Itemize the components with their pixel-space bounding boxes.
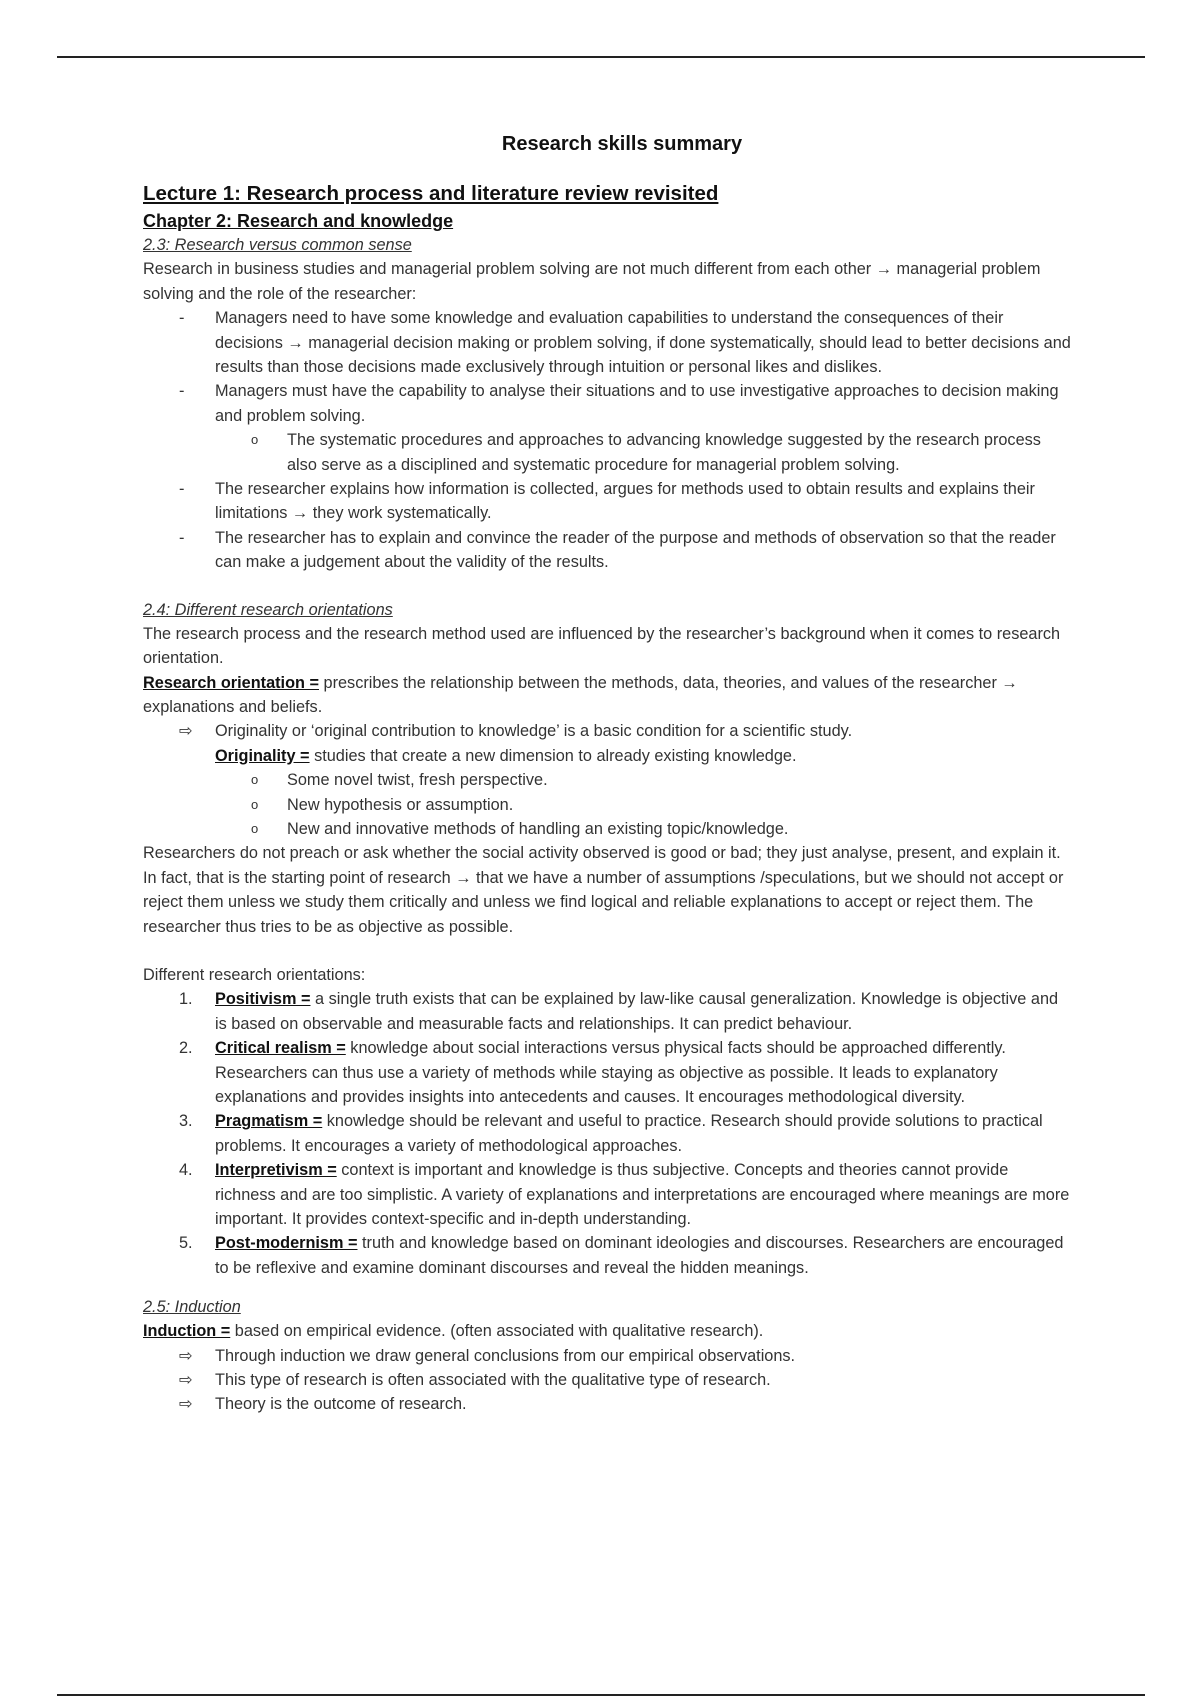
dash-bullet: - bbox=[179, 528, 185, 547]
definition-text: prescribes the relationship between the methods, data, theories, and values of the researcher → explanations and beliefs. bbox=[143, 673, 1018, 716]
definition-term: Critical realism = bbox=[215, 1039, 346, 1058]
definition-text: studies that create a new dimension to already existing knowledge. bbox=[309, 746, 797, 765]
circle-bullet: o bbox=[251, 796, 259, 812]
list-number: 1. bbox=[179, 990, 193, 1009]
spacer bbox=[143, 575, 1073, 599]
list-item-text: The researcher has to explain and convince the reader of the purpose and methods of observation so that the reader can make a judgement about the validity of the results. bbox=[215, 528, 1056, 572]
section-heading-2-4: 2.4: Different research orientations bbox=[143, 600, 393, 619]
definition-text: truth and knowledge based on dominant ideologies and discourses. Researchers are encouraged to be reflexive and examine dominant discourses and reveal the hidden meanings. bbox=[215, 1234, 1064, 1277]
definition-text: based on empirical evidence. (often associated with qualitative research). bbox=[230, 1322, 764, 1341]
arrow-list-item bbox=[143, 1368, 1073, 1392]
lecture-heading: Lecture 1: Research process and literature review revisited bbox=[143, 182, 719, 206]
list-number: 4. bbox=[179, 1161, 193, 1180]
section-2-4-intro: The research process and the research method used are influenced by the researcher’s background when it comes to research orientation. bbox=[143, 624, 1061, 668]
spacer bbox=[143, 1280, 1073, 1296]
sub-list-item-text: New and innovative methods of handling an existing topic/knowledge. bbox=[287, 819, 789, 838]
arrow-icon: ⇨ bbox=[179, 722, 193, 741]
dash-bullet: - bbox=[179, 382, 185, 401]
definition-term: Originality = bbox=[215, 746, 310, 765]
list-item bbox=[143, 477, 1073, 526]
definition-text: knowledge about social interactions versus physical facts should be approached differently. Researchers can thus use a variety of methods while staying as objective as possible. It leads to explanatory explanations and provides insights into antecedents and causes. It encourages methodological diversity. bbox=[215, 1039, 1006, 1106]
numbered-list-item bbox=[143, 987, 1073, 1036]
list-item bbox=[143, 306, 1073, 379]
section-heading-2-5: 2.5: Induction bbox=[143, 1298, 241, 1317]
list-item-text: The researcher explains how information is collected, argues for methods used to obtain results and explains their limitations → they work systematically. bbox=[215, 480, 1035, 523]
definition-term: Post-modernism = bbox=[215, 1234, 358, 1253]
sub-list-item bbox=[143, 768, 1073, 792]
header-rule bbox=[57, 56, 1145, 58]
definition-term: Pragmatism = bbox=[215, 1112, 323, 1131]
numbered-list-item bbox=[143, 1231, 1073, 1280]
footer-rule bbox=[57, 1694, 1145, 1696]
sub-list-item-text: The systematic procedures and approaches to advancing knowledge suggested by the research process also serve as a disciplined and systematic procedure for managerial problem solving. bbox=[287, 431, 1041, 474]
arrow-icon: ⇨ bbox=[179, 1371, 193, 1390]
induction-definition bbox=[143, 1319, 1073, 1343]
chapter-heading: Chapter 2: Research and knowledge bbox=[143, 211, 454, 232]
definition-term: Interpretivism = bbox=[215, 1161, 337, 1180]
definition-text: a single truth exists that can be explained by law-like causal generalization. Knowledge is objective and is based on observable and measurable facts and relationships. It can predict behaviour. bbox=[215, 990, 1059, 1033]
dash-bullet: - bbox=[179, 480, 185, 499]
list-item-text: Managers need to have some knowledge and evaluation capabilities to understand the consequences of their decisions → managerial decision making or problem solving, if done systematically, should lead to better decisions and results than those decisions made exclusively through intuition or personal likes and dislikes. bbox=[215, 309, 1071, 377]
arrow-list-item bbox=[143, 719, 1073, 743]
list-number: 5. bbox=[179, 1234, 193, 1253]
definition-term: Research orientation = bbox=[143, 673, 319, 692]
arrow-list-item bbox=[143, 1392, 1073, 1416]
arrow-list-item-text: This type of research is often associated with the qualitative type of research. bbox=[215, 1371, 771, 1390]
sub-list-item bbox=[143, 817, 1073, 841]
definition-term: Induction = bbox=[143, 1322, 231, 1341]
page-title: Research skills summary bbox=[501, 133, 743, 155]
definition-term: Positivism = bbox=[215, 990, 311, 1009]
arrow-list-item bbox=[143, 1344, 1073, 1368]
spacer bbox=[143, 939, 1073, 963]
arrow-icon: ⇨ bbox=[179, 1346, 193, 1365]
list-number: 2. bbox=[179, 1039, 193, 1058]
list-number: 3. bbox=[179, 1112, 193, 1131]
arrow-list-item-text: Through induction we draw general conclusions from our empirical observations. bbox=[215, 1346, 796, 1365]
dash-bullet: - bbox=[179, 309, 185, 328]
sub-list-item bbox=[143, 793, 1073, 817]
list-item bbox=[143, 526, 1073, 575]
circle-bullet: o bbox=[251, 432, 259, 448]
sub-list-item-text: Some novel twist, fresh perspective. bbox=[287, 771, 548, 790]
section-2-3-intro: Research in business studies and managerial problem solving are not much different from each other → managerial problem solving and the role of the researcher: bbox=[143, 260, 1041, 303]
orientations-list-intro: Different research orientations: bbox=[143, 965, 366, 984]
research-orientation-definition bbox=[143, 671, 1073, 720]
originality-definition bbox=[143, 744, 1073, 768]
definition-text: knowledge should be relevant and useful to practice. Research should provide solutions to practical problems. It encourages a variety of methodological approaches. bbox=[215, 1112, 1043, 1155]
numbered-list-item bbox=[143, 1036, 1073, 1109]
arrow-icon: ⇨ bbox=[179, 1395, 193, 1414]
sub-list-item-text: New hypothesis or assumption. bbox=[287, 795, 514, 814]
list-item-text: Managers must have the capability to analyse their situations and to use investigative approaches to decision making and problem solving. bbox=[215, 382, 1059, 425]
list-item bbox=[143, 379, 1073, 428]
section-heading-2-3: 2.3: Research versus common sense bbox=[143, 236, 412, 255]
circle-bullet: o bbox=[251, 820, 259, 836]
document-body bbox=[143, 130, 1073, 1417]
numbered-list-item bbox=[143, 1109, 1073, 1158]
arrow-list-item-text: Theory is the outcome of research. bbox=[215, 1395, 467, 1414]
definition-text: context is important and knowledge is thus subjective. Concepts and theories cannot provide richness and are too simplistic. A variety of explanations and interpretations are encouraged where meanings are more important. It provides context-specific and in-depth understanding. bbox=[215, 1161, 1070, 1229]
circle-bullet: o bbox=[251, 772, 259, 788]
researchers-paragraph: Researchers do not preach or ask whether the social activity observed is good or bad; they just analyse, present, and explain it. In fact, that is the starting point of research → that we have a number of assumptions /speculations, but we should not accept or reject them unless we study them critically and unless we find logical and reliable explanations to accept or reject them. The researcher thus tries to be as objective as possible. bbox=[143, 844, 1064, 936]
arrow-list-item-text: Originality or ‘original contribution to knowledge’ is a basic condition for a scientific study. bbox=[215, 722, 853, 741]
numbered-list-item bbox=[143, 1158, 1073, 1231]
sub-list-item bbox=[143, 428, 1073, 477]
